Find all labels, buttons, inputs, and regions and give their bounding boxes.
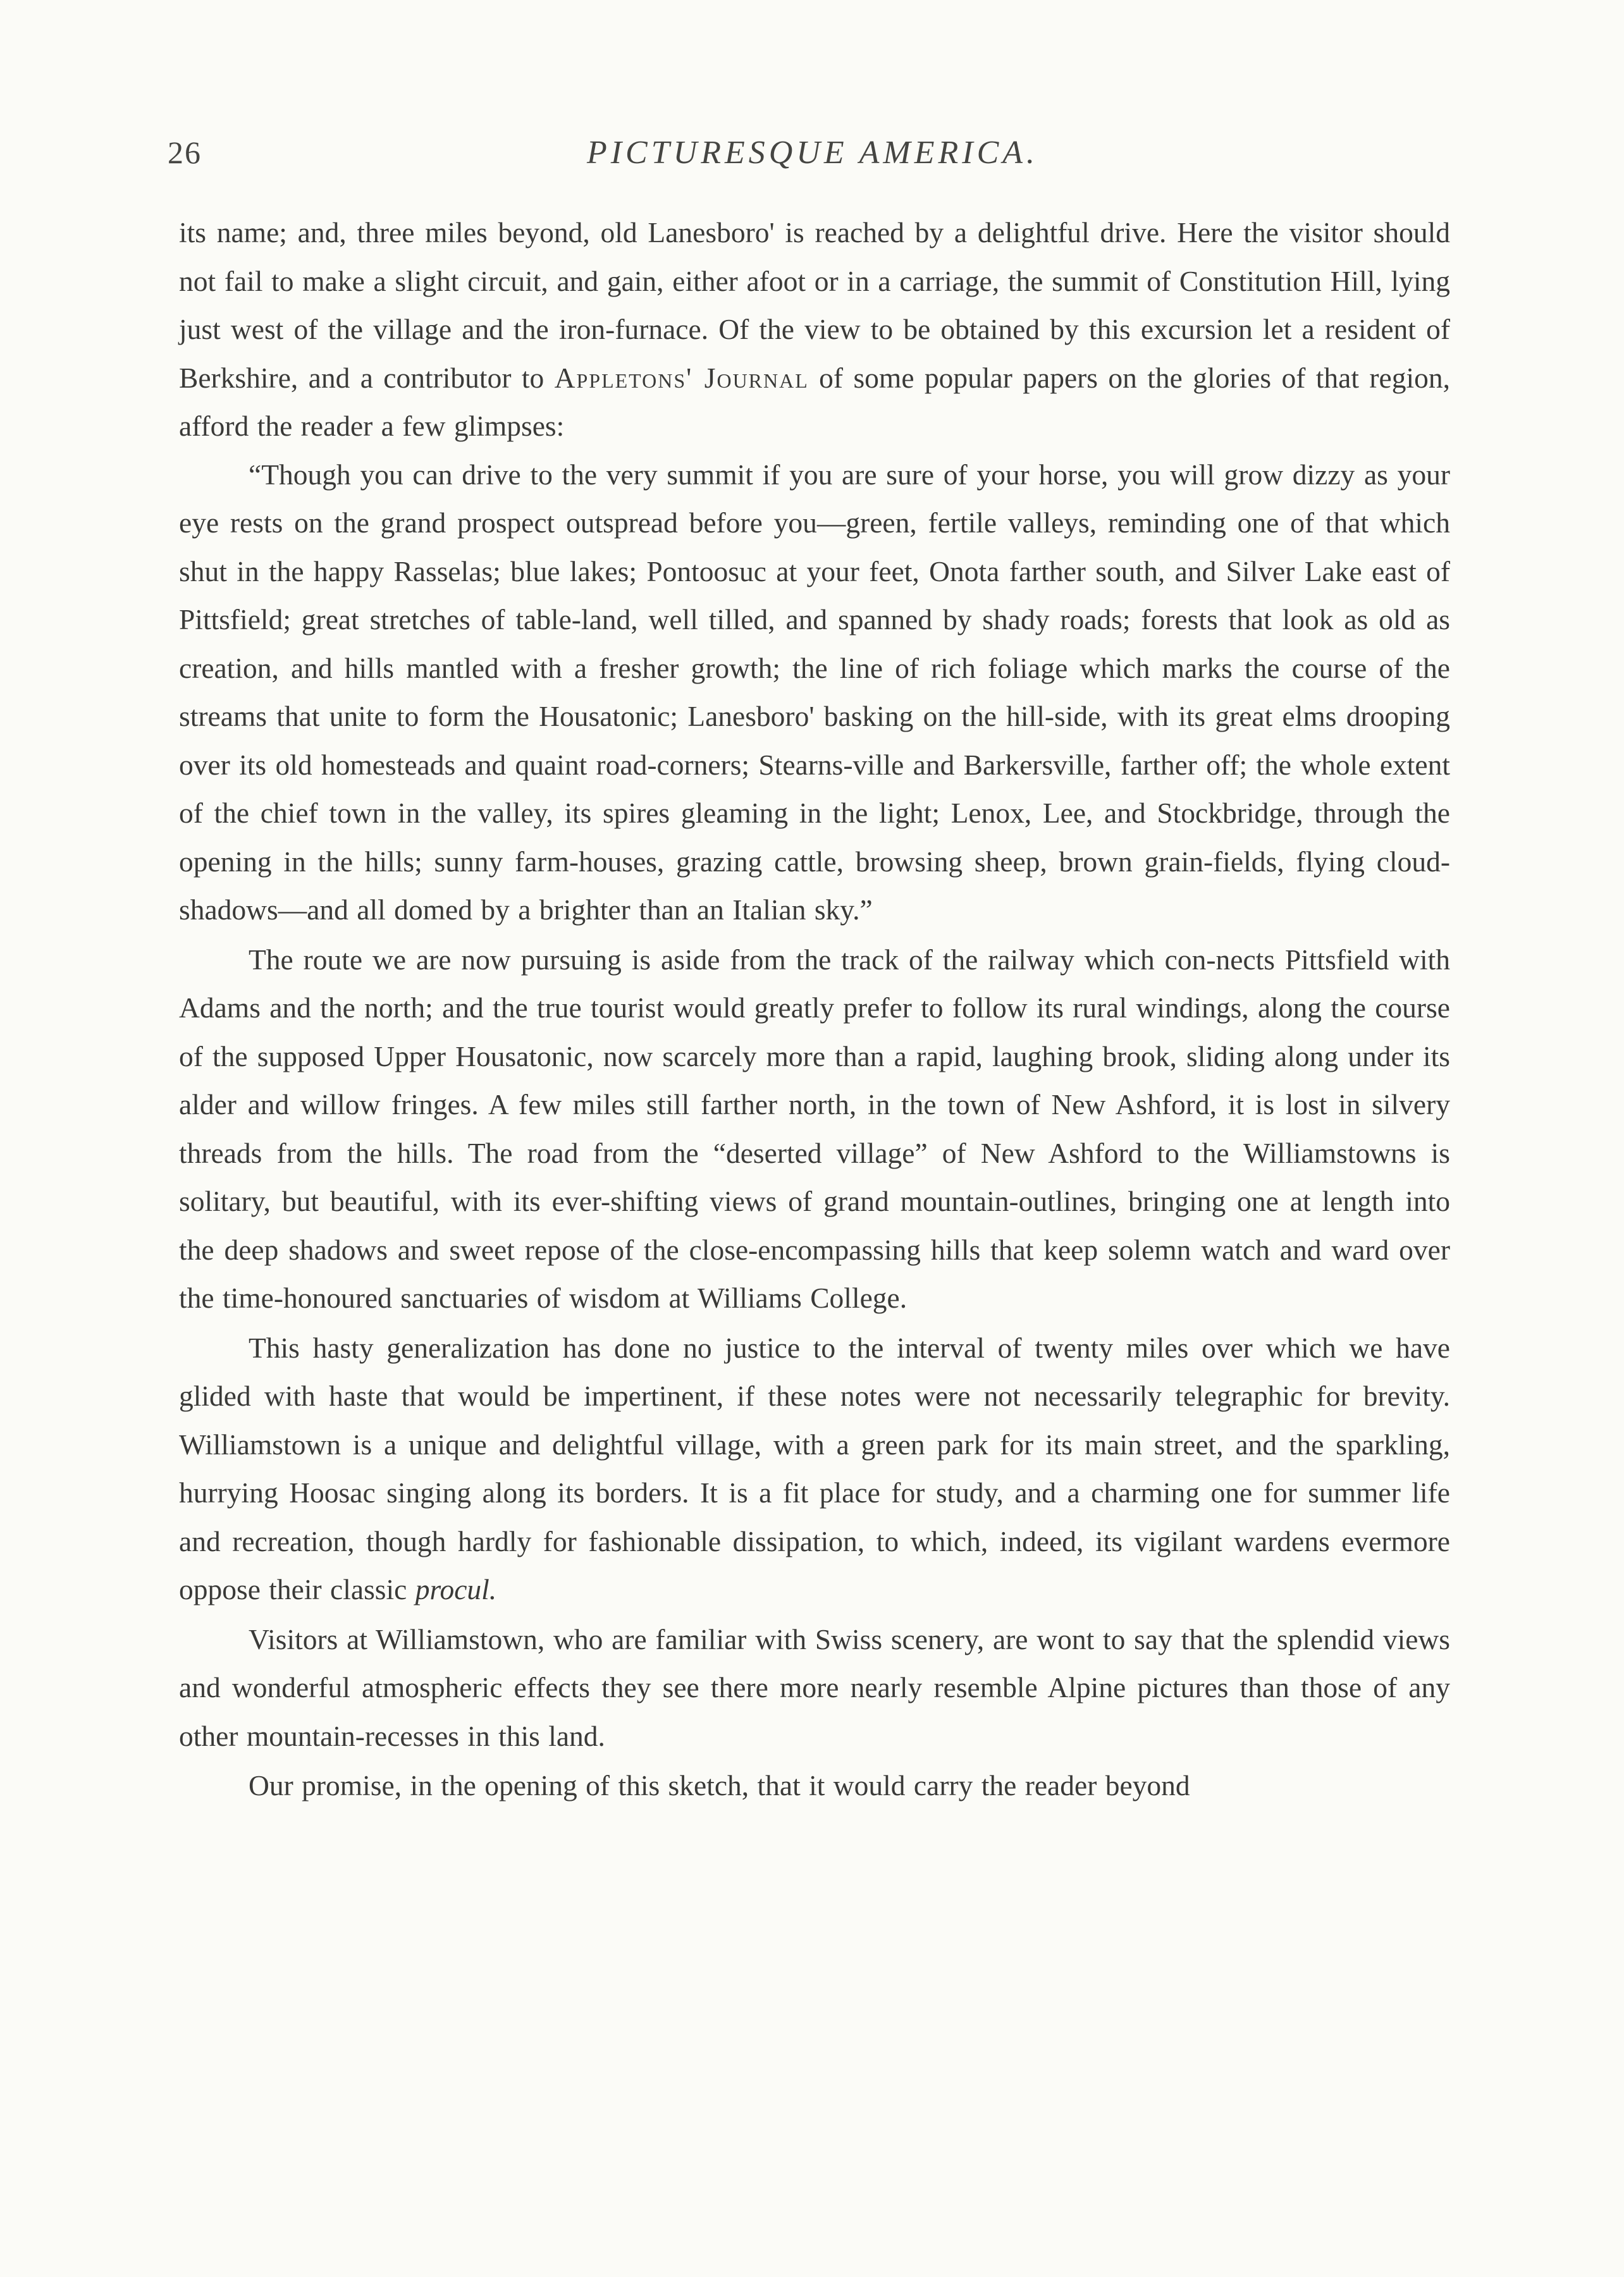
paragraph-5: Visitors at Williamstown, who are familiar with Swiss scenery, are wont to say that the splendid views and wonderful atmospheric effects they see there more nearly resemble Alpine pictures than those of any other mountain-recesses in this land. (179, 1623, 1450, 1752)
italic-procul: procul. (415, 1573, 497, 1605)
page-number: 26 (168, 135, 202, 170)
journal-name: Appletons' Journal (554, 361, 809, 394)
paragraph-quote: “Though you can drive to the very summit if you are sure of your horse, you will grow dizzy as your eye rests on the grand prospect outspread before you—green, fertile valleys, reminding one of that which shut in the happy Rasselas; blue lakes; Pontoosuc at your feet, Onota farther south, and Silver Lake east of Pittsfield; great stretches of table-land, well tilled, and spanned by shady roads; forests that look as old as creation, and hills mantled with a fresher growth; the line of rich foliage which marks the course of the streams that unite to form the Housatonic; Lanesboro' basking on the hill-side, with its great elms drooping over its old homesteads and quaint road-corners; Stearns-ville and Barkersville, farther off; the whole extent of the chief town in the valley, its spires gleaming in the light; Lenox, Lee, and Stockbridge, through the opening in the hills; sunny farm-houses, grazing cattle, browsing sheep, brown grain-fields, flying cloud-shadows—and all domed by a brighter than an Italian sky.” (179, 458, 1450, 926)
paragraph-1-text-b: of some popular papers on the glories of that region, afford the reader a few glimpses: (179, 361, 1450, 442)
paragraph-3: The route we are now pursuing is aside from the track of the railway which con-nects Pittsfield with Adams and the north; and the true tourist would greatly prefer to follow its rural windings, along the course of the supposed Upper Housatonic, now scarcely more than a rapid, laughing brook, sliding along under its alder and willow fringes. A few miles still farther north, in the town of New Ashford, it is lost in silvery threads from the hills. The road from the “deserted village” of New Ashford to the Williamstowns is solitary, but beautiful, with its ever-shifting views of grand mountain-outlines, bringing one at length into the deep shadows and sweet repose of the close-encompassing hills that keep solemn watch and ward over the time-honoured sanctuaries of wisdom at Williams College. (179, 943, 1450, 1314)
page-header (168, 134, 1458, 191)
paragraph-1-text-a: its name; and, three miles beyond, old Lanesboro' is reached by a delightful drive. Here the visitor should not fail to make a slight circuit, and gain, either afoot or in a carriage, the summit of Constitution Hill, lying just west of the village and the iron-furnace. Of the view to be obtained by this excursion let a resident of Berkshire, and a contributor to (179, 216, 1450, 394)
running-title: PICTURESQUE AMERICA. (586, 135, 1039, 171)
body-text (179, 209, 1450, 1810)
paragraph-6: Our promise, in the opening of this sketch, that it would carry the reader beyond (249, 1769, 1190, 1801)
paragraph-4-text: This hasty generalization has done no justice to the interval of twenty miles over which we have glided with haste that would be impertinent, if these notes were not necessarily telegraphic for brevity. Williamstown is a unique and delightful village, with a green park for its main street, and the sparkling, hurrying Hoosac singing along its borders. It is a fit place for study, and a charming one for summer life and recreation, though hardly for fashionable dissipation, to which, indeed, its vigilant wardens evermore oppose their classic (179, 1331, 1450, 1605)
paragraph-1 (179, 209, 1450, 451)
paragraph-4 (179, 1324, 1450, 1614)
